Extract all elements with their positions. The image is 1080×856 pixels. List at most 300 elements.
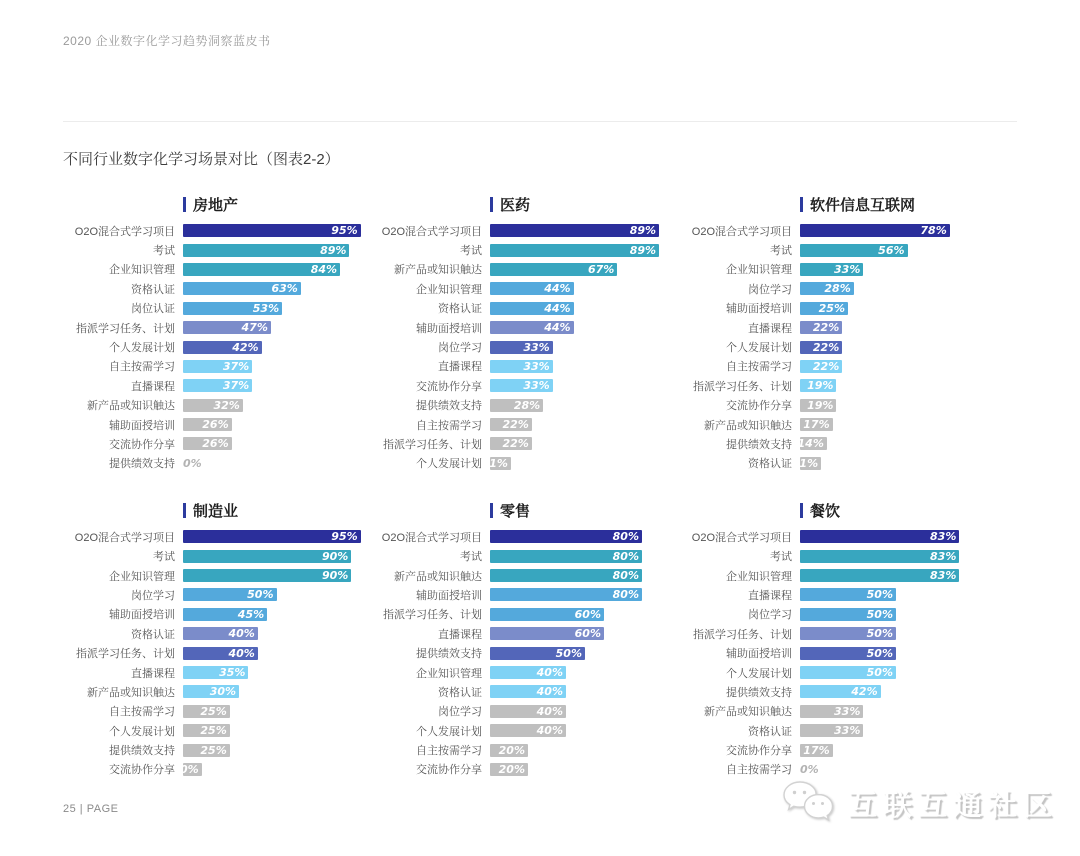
bar-track <box>490 437 680 450</box>
bar-row <box>63 527 370 546</box>
bar-label: 交流协作分享 <box>109 438 175 451</box>
bar-row <box>370 702 680 721</box>
bar-value: 80% <box>612 530 639 544</box>
bar-chart-6 <box>680 502 1017 779</box>
bar-value: 50% <box>555 646 582 660</box>
bar-value: 95% <box>331 224 358 238</box>
bar-value: 26% <box>202 437 229 451</box>
bar-row <box>63 454 370 473</box>
bar-label: 岗位学习 <box>438 706 482 719</box>
bar-row <box>370 566 680 585</box>
bar-value: 40% <box>228 646 255 660</box>
bar-value: 33% <box>834 262 861 276</box>
wechat-icon <box>780 780 836 826</box>
bar <box>183 437 232 450</box>
bar-track <box>490 244 680 257</box>
bar <box>183 263 340 276</box>
bar-row <box>680 240 1017 259</box>
bar-label: 提供绩效支持 <box>726 438 792 451</box>
bar-label: 考试 <box>770 245 792 258</box>
bar <box>183 627 258 640</box>
bar <box>490 341 553 354</box>
bar-track <box>800 224 992 237</box>
bar-track <box>183 321 370 334</box>
bar <box>490 647 585 660</box>
bar <box>172 762 202 776</box>
bar-row <box>63 240 370 259</box>
bar <box>490 666 566 679</box>
bar-track <box>183 224 370 237</box>
bar-track <box>490 360 680 373</box>
bar-value: 44% <box>544 301 571 315</box>
bar <box>481 456 511 470</box>
bar-row <box>680 434 1017 453</box>
bar-row <box>63 299 370 318</box>
bar <box>490 302 574 315</box>
bar-label: 交流协作分享 <box>416 380 482 393</box>
bar-label: O2O混合式学习项目 <box>381 225 482 238</box>
bar-row <box>370 527 680 546</box>
bar-row <box>63 663 370 682</box>
bar-label: 指派学习任务、计划 <box>76 322 175 335</box>
bar-label: 辅助面授培训 <box>726 648 792 661</box>
bar-label: 辅助面授培训 <box>109 419 175 432</box>
bar-track <box>800 399 992 412</box>
bar-row <box>63 605 370 624</box>
bar-chart-1 <box>63 196 370 473</box>
bar-track <box>481 456 680 470</box>
bar <box>490 685 566 698</box>
bar-label: 岗位学习 <box>131 589 175 602</box>
bar-row <box>680 454 1017 473</box>
bar-row <box>370 240 680 259</box>
bar <box>183 341 262 354</box>
bar <box>490 437 532 450</box>
bar-track <box>800 530 992 543</box>
bar-label: O2O混合式学习项目 <box>691 531 792 544</box>
bar-value: 25% <box>200 743 227 757</box>
bar-row <box>680 721 1017 740</box>
bar-row <box>680 396 1017 415</box>
bar <box>183 530 361 543</box>
bar-track <box>183 588 370 601</box>
bar-track <box>183 705 370 718</box>
bar-label: 个人发展计划 <box>416 458 482 471</box>
bar-label: 自主按需学习 <box>109 361 175 374</box>
bar-row <box>63 682 370 701</box>
bar-value: 22% <box>502 418 529 432</box>
header-divider <box>63 121 1017 122</box>
bar <box>800 744 833 757</box>
bar-row <box>63 760 370 779</box>
bar-value: 50% <box>866 588 893 602</box>
bar <box>800 627 896 640</box>
chart-header <box>183 502 370 518</box>
bar <box>800 360 842 373</box>
bar-row <box>370 605 680 624</box>
bar-value: 80% <box>612 588 639 602</box>
bar-label: 资格认证 <box>748 458 792 471</box>
bar-track <box>183 263 370 276</box>
bar <box>183 418 232 431</box>
watermark-text: 互联互通社区 <box>847 789 1058 822</box>
bar <box>800 418 833 431</box>
bar-row <box>680 566 1017 585</box>
bar <box>490 321 574 334</box>
bar-value: 50% <box>866 607 893 621</box>
bar-label: 提供绩效支持 <box>109 745 175 758</box>
bar-value: 37% <box>222 359 250 373</box>
bar-value: 90% <box>321 549 349 563</box>
bar-value: 10% <box>172 762 199 776</box>
bar-value: 22% <box>812 359 840 373</box>
bar <box>800 341 842 354</box>
bar-value: 50% <box>866 627 893 641</box>
bar <box>800 282 854 295</box>
bar-row <box>680 682 1017 701</box>
bar-label: 交流协作分享 <box>416 764 482 777</box>
bar-value: 44% <box>544 321 571 335</box>
bar-row <box>370 721 680 740</box>
bar-value: 28% <box>513 398 541 412</box>
bar <box>490 744 528 757</box>
bar-row <box>63 396 370 415</box>
bar <box>490 244 659 257</box>
bar-track <box>490 744 680 757</box>
bar-value: 33% <box>523 359 550 373</box>
bar <box>183 685 239 698</box>
bar-value: 11% <box>791 456 819 470</box>
bar-label: 考试 <box>770 551 792 564</box>
bar <box>490 588 642 601</box>
bar-label: 直播课程 <box>748 322 792 335</box>
bar-value: 11% <box>481 456 508 470</box>
bar-value: 89% <box>320 243 347 257</box>
bar <box>800 608 896 621</box>
bar-track <box>800 685 992 698</box>
bar-row <box>680 221 1017 240</box>
bar-track <box>490 705 680 718</box>
bar-track <box>183 282 370 295</box>
bar-label: 指派学习任务、计划 <box>693 628 792 641</box>
bar <box>183 666 248 679</box>
bar <box>490 530 642 543</box>
bar-value: 50% <box>866 646 893 660</box>
bar <box>490 282 574 295</box>
chart-title: 零售 <box>500 502 531 520</box>
bar <box>183 321 271 334</box>
bar-label: 自主按需学习 <box>416 419 482 432</box>
bar-value: 0% <box>183 457 202 471</box>
bar-track <box>800 724 992 737</box>
bar <box>490 724 566 737</box>
bar-row <box>680 643 1017 662</box>
bar-value: 20% <box>498 743 525 757</box>
bar-track <box>183 608 370 621</box>
bar-row <box>63 721 370 740</box>
bar <box>800 379 836 392</box>
bar-label: 资格认证 <box>748 725 792 738</box>
bar-value: 33% <box>834 704 861 718</box>
bar-track <box>797 437 992 451</box>
bar <box>490 224 659 237</box>
bar-label: 直播课程 <box>438 361 482 374</box>
bar-row <box>63 624 370 643</box>
bar-value: 84% <box>310 262 338 276</box>
bar-label: 资格认证 <box>438 686 482 699</box>
bar <box>490 399 543 412</box>
bar <box>183 399 243 412</box>
chart-title-tick <box>183 197 186 212</box>
bar-row <box>63 702 370 721</box>
bar-row <box>680 663 1017 682</box>
bar-label: 自主按需学习 <box>109 706 175 719</box>
chart-title-tick <box>490 503 493 518</box>
bar-label: O2O混合式学习项目 <box>74 225 175 238</box>
bar-row <box>370 279 680 298</box>
bar-row <box>370 260 680 279</box>
bar-chart-4 <box>63 502 370 779</box>
bar-label: 新产品或知识触达 <box>394 264 482 277</box>
bar-track <box>183 437 370 450</box>
bar-label: 辅助面授培训 <box>416 322 482 335</box>
chart-title-tick <box>800 503 803 518</box>
page-number: 25 | PAGE <box>63 803 119 815</box>
booklet-title: 2020 企业数字化学习趋势洞察蓝皮书 <box>63 34 271 48</box>
bar-value: 22% <box>812 340 840 354</box>
bar-row <box>680 279 1017 298</box>
bar-value: 95% <box>331 530 358 544</box>
bar-label: 提供绩效支持 <box>726 686 792 699</box>
bar-row <box>63 318 370 337</box>
bar-label: 新产品或知识触达 <box>87 686 175 699</box>
bar-value: 37% <box>222 379 250 393</box>
bar-value: 67% <box>587 262 615 276</box>
bar-row <box>63 585 370 604</box>
bar-value: 42% <box>232 340 259 354</box>
bar-label: 辅助面授培训 <box>109 609 175 622</box>
bar-value: 40% <box>536 666 563 679</box>
bar-label: 指派学习任务、计划 <box>76 648 175 661</box>
bar-value: 40% <box>228 627 255 641</box>
bar-label: 自主按需学习 <box>726 764 792 777</box>
bar <box>490 569 642 582</box>
chart-header <box>800 502 1017 518</box>
bar-row <box>63 337 370 356</box>
bar-row <box>680 605 1017 624</box>
bar <box>183 647 258 660</box>
bar-value: 89% <box>629 243 657 257</box>
chart-title: 软件信息互联网 <box>810 196 916 214</box>
bar-label: 岗位学习 <box>438 342 482 355</box>
bar-row <box>680 546 1017 565</box>
bar-track <box>800 379 992 392</box>
bar-track <box>183 399 370 412</box>
bar-value: 40% <box>536 724 563 738</box>
bar <box>800 321 842 334</box>
bar-track <box>490 282 680 295</box>
bar-track <box>800 627 992 640</box>
bar-track <box>800 744 992 757</box>
bar-row <box>680 760 1017 779</box>
bar-value: 40% <box>536 685 563 699</box>
bar-label: 企业知识管理 <box>416 283 482 296</box>
bar-track <box>183 379 370 392</box>
bar-value: 89% <box>629 224 657 238</box>
bar-value: 25% <box>200 704 227 718</box>
bar-row <box>370 415 680 434</box>
bar-track <box>490 224 680 237</box>
bar-track <box>183 341 370 354</box>
bar-label: 企业知识管理 <box>416 667 482 680</box>
bar-track <box>183 360 370 373</box>
bar <box>490 705 566 718</box>
bar-track <box>800 302 992 315</box>
bar-track <box>800 666 992 679</box>
bar-label: 交流协作分享 <box>726 745 792 758</box>
bar-value: 33% <box>834 724 861 738</box>
bar <box>800 569 959 582</box>
bar-value: 20% <box>498 762 525 776</box>
bar <box>183 588 277 601</box>
bar-label: 新产品或知识触达 <box>704 706 792 719</box>
bar-label: O2O混合式学习项目 <box>691 225 792 238</box>
bar <box>800 705 863 718</box>
bar <box>800 666 896 679</box>
bar-label: 资格认证 <box>438 303 482 316</box>
chart-header <box>800 196 1017 212</box>
bar-value: 42% <box>851 685 878 699</box>
bar-label: 交流协作分享 <box>109 764 175 777</box>
charts-grid <box>63 196 1017 779</box>
bar-row <box>63 566 370 585</box>
bar-track <box>183 685 370 698</box>
bar-value: 44% <box>544 282 571 296</box>
bar <box>490 763 528 776</box>
bar-row <box>680 527 1017 546</box>
bar-track <box>490 302 680 315</box>
bar <box>183 360 252 373</box>
bar-row <box>680 260 1017 279</box>
bar-value: 28% <box>824 282 851 296</box>
bar-row <box>63 221 370 240</box>
bar <box>183 705 230 718</box>
bar-track <box>800 360 992 373</box>
bar-row <box>370 760 680 779</box>
chart-title: 医药 <box>500 196 531 214</box>
bar-track <box>800 647 992 660</box>
bar-track <box>490 379 680 392</box>
bar-value: 26% <box>202 418 229 432</box>
chart-header <box>490 502 680 518</box>
bar <box>800 724 863 737</box>
bar-track <box>183 454 370 472</box>
bar-label: 辅助面授培训 <box>726 303 792 316</box>
bar-label: 岗位学习 <box>748 609 792 622</box>
bar-row <box>680 318 1017 337</box>
bar-row <box>370 740 680 759</box>
bar <box>183 608 267 621</box>
bar-row <box>370 682 680 701</box>
bar-track <box>490 341 680 354</box>
bar-label: 交流协作分享 <box>726 400 792 413</box>
bar-label: 新产品或知识触达 <box>394 570 482 583</box>
bar-value: 19% <box>807 398 834 412</box>
bar-row <box>680 702 1017 721</box>
bar-track <box>490 666 680 679</box>
bar-row <box>370 337 680 356</box>
bar-label: 考试 <box>460 551 482 564</box>
bar-label: 岗位认证 <box>131 303 175 316</box>
bar-value: 83% <box>930 549 957 563</box>
bar <box>800 302 848 315</box>
bar-label: 直播课程 <box>131 380 175 393</box>
bar-track <box>490 530 680 543</box>
bar-row <box>63 376 370 395</box>
bar-value: 25% <box>818 301 845 315</box>
bar-track <box>183 530 370 543</box>
bar-track <box>800 418 992 431</box>
bar-chart-3 <box>680 196 1017 473</box>
bar-label: 企业知识管理 <box>109 570 175 583</box>
bar-track <box>800 550 992 563</box>
bar-track <box>800 321 992 334</box>
bar <box>490 379 553 392</box>
bar-label: 企业知识管理 <box>726 570 792 583</box>
bar-row <box>370 585 680 604</box>
bar-value: 83% <box>930 530 957 544</box>
bar-value: 45% <box>237 607 265 621</box>
bar <box>800 550 959 563</box>
bar <box>791 456 821 470</box>
bar-value: 22% <box>812 321 840 335</box>
bar-track <box>490 321 680 334</box>
bar-row <box>63 357 370 376</box>
bar-row <box>680 624 1017 643</box>
bar-label: 直播课程 <box>131 667 175 680</box>
bar <box>800 263 863 276</box>
bar-row <box>370 396 680 415</box>
bar-label: 提供绩效支持 <box>416 400 482 413</box>
bar-value: 60% <box>574 627 601 641</box>
bar-value: 17% <box>803 418 830 432</box>
bar-row <box>680 357 1017 376</box>
bar-track <box>800 341 992 354</box>
bar-chart-2 <box>370 196 680 473</box>
bar-row <box>63 279 370 298</box>
bar-label: 辅助面授培训 <box>416 589 482 602</box>
bar <box>800 399 836 412</box>
bar-track <box>490 627 680 640</box>
bar-row <box>63 546 370 565</box>
bar-value: 40% <box>536 704 563 718</box>
bar-value: 50% <box>247 588 274 602</box>
bar-track <box>490 263 680 276</box>
bar-track <box>791 456 992 470</box>
bar-label: 自主按需学习 <box>416 745 482 758</box>
bar-label: 考试 <box>153 245 175 258</box>
bar-track <box>800 263 992 276</box>
bar <box>797 437 827 451</box>
bar <box>800 685 881 698</box>
bar-track <box>183 569 370 582</box>
bar-value: 56% <box>878 243 905 257</box>
bar-label: 提供绩效支持 <box>416 648 482 661</box>
bar-value: 14% <box>797 437 824 451</box>
bar-row <box>63 740 370 759</box>
bar-value: 50% <box>866 666 893 679</box>
bar-row <box>63 643 370 662</box>
